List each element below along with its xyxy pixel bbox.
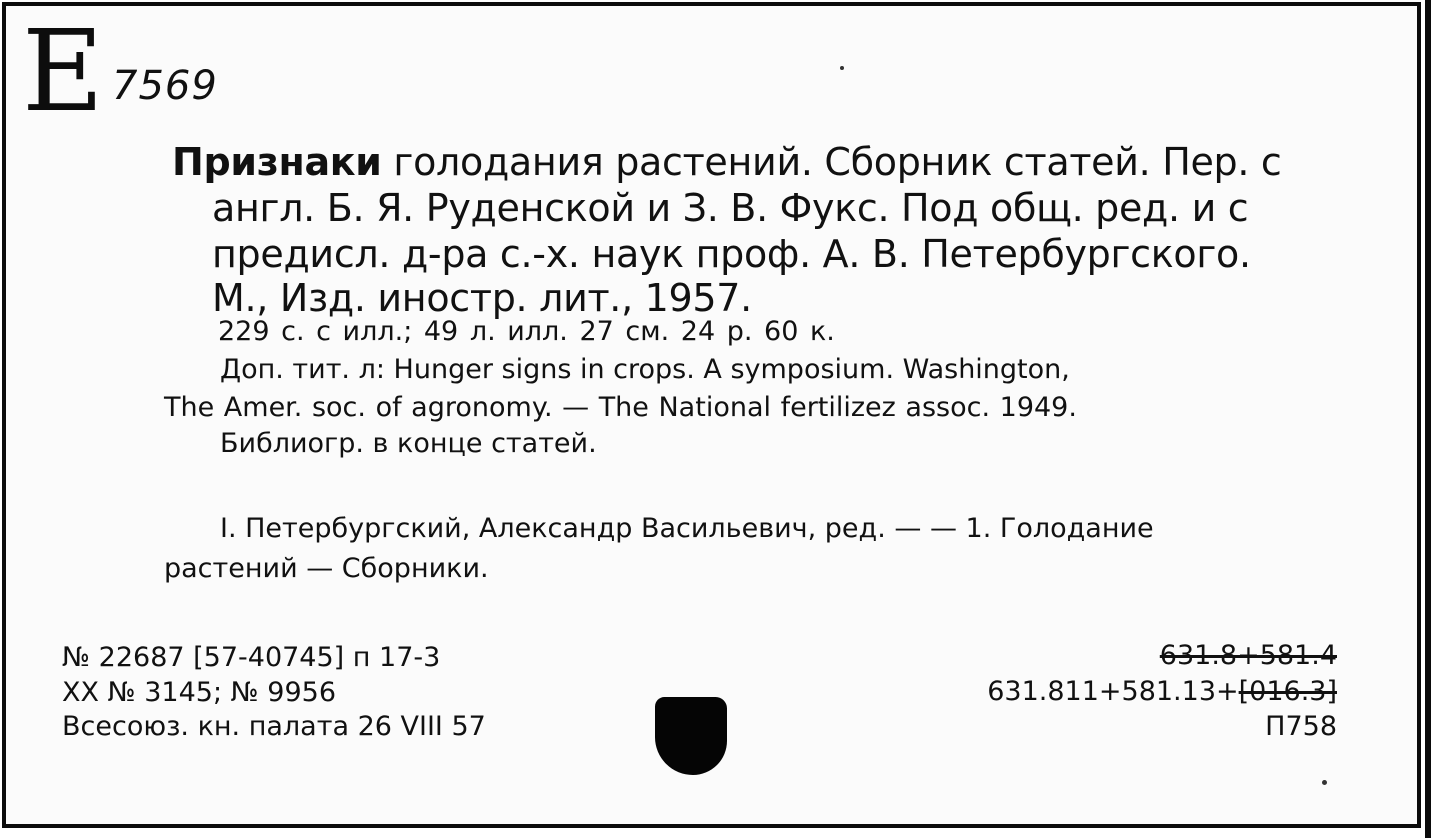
tracing-line-2: растений — Сборники.: [164, 553, 489, 584]
physical-description: 229 с. с илл.; 49 л. илл. 27 см. 24 р. 60 к.: [218, 316, 835, 347]
class-number-struck: 631.8+581.4: [1159, 640, 1337, 671]
title-line-1: [172, 140, 1282, 184]
class-number-main-struck: [016.3]: [1238, 676, 1337, 707]
footer-left-3: Всесоюз. кн. палата 26 VIII 57: [62, 711, 486, 742]
card-edge: [1425, 0, 1431, 838]
title-line-4: М., Изд. иностр. лит., 1957.: [212, 276, 752, 320]
footer-left-1: № 22687 [57-40745] п 17-3: [62, 642, 441, 673]
title-line-1-text: голодания растений. Сборник статей. Пер. с: [393, 140, 1282, 184]
title-line-2: англ. Б. Я. Руденской и З. В. Фукс. Под общ. ред. и с: [212, 186, 1249, 230]
title-line-3: предисл. д-ра с.-х. наук проф. А. В. Петербургского.: [212, 232, 1251, 276]
ink-speck: [840, 66, 844, 70]
ink-blot: [655, 697, 727, 775]
class-number-main: [987, 676, 1337, 707]
handwritten-number: 7569: [112, 63, 218, 109]
footer-left-2: XX № 3145; № 9956: [62, 677, 337, 708]
ink-speck: [1322, 780, 1327, 785]
title-bold-word: Признаки: [172, 140, 382, 184]
index-letter: Е: [22, 7, 104, 137]
class-code: П758: [1265, 711, 1337, 742]
tracing-line-1: I. Петербургский, Александр Васильевич, ред. — — 1. Голодание: [220, 513, 1154, 544]
note-line-1: Доп. тит. л: Hunger signs in crops. A symposium. Washington,: [220, 354, 1070, 385]
note-line-2: The Amer. soc. of agronomy. — The National fertilizez assoc. 1949.: [164, 392, 1077, 423]
note-line-3: Библиогр. в конце статей.: [220, 428, 597, 459]
class-number-main-text: 631.811+581.13+: [987, 676, 1239, 707]
